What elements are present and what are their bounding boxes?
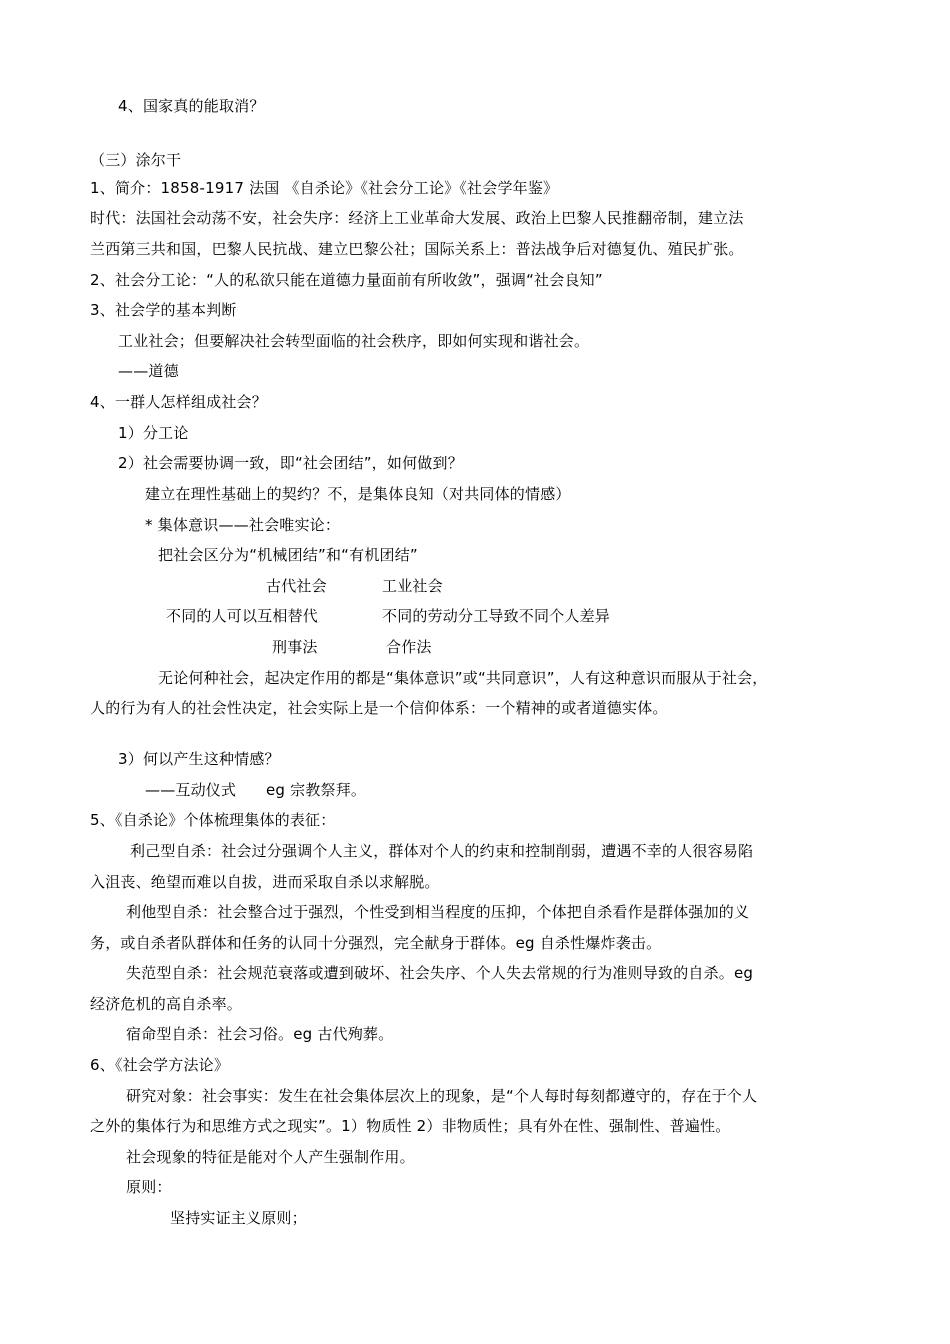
text-line: 把社会区分为“机械团结”和“有机团结” bbox=[158, 546, 418, 564]
text-line: 宿命型自杀：社会习俗。eg 古代殉葬。 bbox=[126, 1025, 394, 1043]
text-line: 兰西第三共和国，巴黎人民抗战、建立巴黎公社；国际关系上：普法战争后对德复仇、殖民扩张。 bbox=[90, 240, 744, 258]
text-line: 人的行为有人的社会性决定，社会实际上是一个信仰体系：一个精神的或者道德实体。 bbox=[90, 699, 668, 717]
text-line: 时代：法国社会动荡不安，社会失序：经济上工业革命大发展、政治上巴黎人民推翻帝制，建立法 bbox=[90, 209, 744, 227]
table-cell-ancient: 古代社会 bbox=[266, 577, 327, 595]
text-line: 坚持实证主义原则； bbox=[170, 1209, 307, 1227]
text-line: ——道德 bbox=[118, 362, 179, 380]
text-line: 失范型自杀：社会规范衰落或遭到破坏、社会失序、个人失去常规的行为准则导致的自杀。eg bbox=[126, 964, 754, 982]
text-line: 5、《自杀论》个体梳理集体的表征： bbox=[90, 811, 336, 829]
text-line: 3、社会学的基本判断 bbox=[90, 301, 237, 319]
text-line: eg 宗教祭拜。 bbox=[266, 781, 367, 799]
text-line: 1、简介：1858-1917 法国 《自杀论》《社会分工论》《社会学年鉴》 bbox=[90, 179, 559, 197]
text-line: 4、国家真的能取消？ bbox=[118, 97, 265, 115]
section-heading: （三）涂尔干 bbox=[90, 151, 182, 169]
text-line: 利己型自杀：社会过分强调个人主义，群体对个人的约束和控制削弱，遭遇不幸的人很容易陷 bbox=[130, 842, 754, 860]
text-line: 研究对象：社会事实：发生在社会集体层次上的现象，是“个人每时每刻都遵守的，存在于个人 bbox=[126, 1087, 758, 1105]
table-cell-cooperative-law: 合作法 bbox=[386, 638, 432, 656]
text-line: ——互动仪式 bbox=[145, 781, 237, 799]
text-line: 务，或自杀者队群体和任务的认同十分强烈，完全献身于群体。eg 自杀性爆炸袭击。 bbox=[90, 934, 662, 952]
text-line: 1）分工论 bbox=[118, 424, 189, 442]
text-line: 6、《社会学方法论》 bbox=[90, 1056, 230, 1074]
text-line: * 集体意识——社会唯实论： bbox=[145, 516, 341, 534]
text-line: 原则： bbox=[126, 1178, 172, 1196]
text-line: 经济危机的高自杀率。 bbox=[90, 995, 243, 1013]
text-line: 利他型自杀：社会整合过于强烈，个性受到相当程度的压抑，个体把自杀看作是群体强加的义 bbox=[126, 903, 750, 921]
text-line: 建立在理性基础上的契约？不，是集体良知（对共同体的情感） bbox=[145, 485, 571, 503]
text-line: 2）社会需要协调一致，即“社会团结”，如何做到？ bbox=[118, 454, 463, 472]
table-cell-industrial: 工业社会 bbox=[382, 577, 443, 595]
table-cell-criminal-law: 刑事法 bbox=[272, 638, 318, 656]
text-line: 之外的集体行为和思维方式之现实”。1）物质性 2）非物质性；具有外在性、强制性、普遍性。 bbox=[90, 1117, 731, 1135]
text-line: 无论何种社会，起决定作用的都是“集体意识”或“共同意识”，人有这种意识而服从于社会， bbox=[158, 669, 768, 687]
text-line: 工业社会；但要解决社会转型面临的社会秩序，即如何实现和谐社会。 bbox=[118, 332, 590, 350]
text-line: 2、社会分工论：“人的私欲只能在道德力量面前有所收敛”，强调“社会良知” bbox=[90, 271, 603, 289]
text-line: 入沮丧、绝望而难以自拔，进而采取自杀以求解脱。 bbox=[90, 873, 440, 891]
text-line: 4、一群人怎样组成社会？ bbox=[90, 393, 267, 411]
text-line: 社会现象的特征是能对个人产生强制作用。 bbox=[126, 1148, 415, 1166]
text-line: 3）何以产生这种情感？ bbox=[118, 750, 280, 768]
table-cell-substitute: 不同的人可以互相替代 bbox=[166, 607, 319, 625]
table-cell-division: 不同的劳动分工导致不同个人差异 bbox=[382, 607, 611, 625]
